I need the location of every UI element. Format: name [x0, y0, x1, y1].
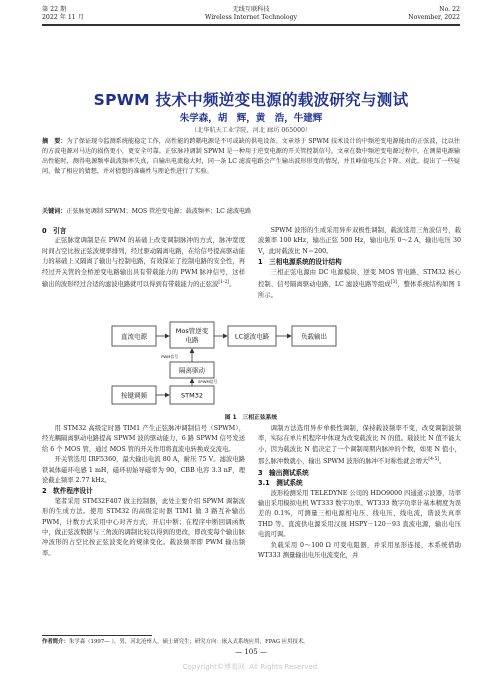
keywords-text: 正弦脉宽调制 SPWM；MOS 管逆变电源；载波频率；LC 滤波电路: [66, 208, 252, 215]
footnote-rule: [42, 635, 152, 636]
abstract-text: 为了保证现今监测系统能稳定工作，高性能的跨耦电源是不可或缺的供电设备。文章基于 SPWM 技术设计的中频逆变电源能由的正弦波，比以往的方波电源对马达的损伤更小，更安全可靠。正弦脉冲调制 SPWM 是一种用于逆变电源的开关管控制信号，文章在数中频逆变电源过程中，在测量电源输出性能时，测得电源频率载波频率失真，自输出电流稳大时，同一条 LC 滤波电路会产生输出波形形变的情况，并且峰值电压会下降。对此，提出了一些疑问，做了相应的猜想，并对猜想的准确性与理论性进行了实验。: [42, 138, 461, 175]
block-lc-filter-label: LC滤波电路: [234, 332, 270, 341]
section-heading-software: 2 软件程序设计: [42, 487, 93, 496]
paragraph-end: 。: [229, 281, 236, 289]
citation: [1-2]: [218, 280, 230, 286]
pwm-signal-label: PWM信号: [161, 354, 178, 359]
block-key-freq-label: 按键调频: [121, 391, 147, 400]
block-load-output-label: 负载输出: [301, 332, 327, 341]
block-mos-inverter-label-2: 电路: [185, 336, 199, 344]
keywords-label: 关键词：: [42, 208, 67, 215]
date-cn: 2022 年 11 月: [42, 14, 84, 21]
header-center: [42, 6, 460, 22]
right-column-bottom: [258, 424, 461, 561]
header-right: [408, 6, 460, 22]
figure-1-caption: 图 1 三相正弦系统: [224, 415, 278, 421]
paragraph-modulation: [258, 424, 461, 468]
author-footnote: [42, 638, 460, 646]
paragraph-spwm: SPWM 波形的生成采用异步双极性调制，载波选用三角波信号，载波频率 100 kHz，输出正弦 500 Hz，输出电压 0～2 A，输出电压 30 V，此时载波比 N＝200。: [258, 227, 461, 255]
paragraph-tim1: 用 STM32 高级定时器 TIM1 产生正弦脉冲调制信号（SPWM），经光耦隔离驱动电路提高 SPWM 波的驱动能力，6 路 SPWM 信号发送给 6 个 MOS 管，通过 MOS 管的开关作用将直流电转换成交流电。: [42, 425, 245, 453]
section-heading-system: 1 三相电源系统的设计结构: [258, 258, 342, 267]
paragraph-instruments: 波形检测采用 TELEDYNE 公司的 HDO9000 四通道示波器，功率输出采用模拟电机 WT333 数字功率。WT333 数字功率计基本精度为误差的 0.1%，可测量三相电源相电压、线电压、线电流，谐波失真率 THD 等。直流供电源采用汉晟 HSPY－120－93 直流电源，输出电压电流可调。: [258, 489, 461, 539]
paragraph-modulation-text: 调制方法选用异步单极性调制，保持载波频率不变，改变调制波频率，实际在单片机程序中体现为改变载波比 N 的值。载波比 N 值不能太小，因为载波比 N 值决定了一个调制周期内脉冲的个数，如果 N 值小，那么脉冲数就小，输出 SPWM 波形的脉冲不对称性就会增大: [258, 425, 461, 466]
paragraph-intro-text: 正弦脉宽调制是在 PWM 的基础上改变调制脉冲的方式，脉冲宽度时间占空比按正弦波规率排列，经过驱动隔离电路，在给信号提高驱动能力的基础上又隔离了输出与控制电路，有效保证了控制电路的安全性，再经过开关管的全桥逆变电路输出具有带载能力的 PWM 脉冲信号，这样输出的波形经过合适的滤波电路就可以得到有带载能力的正弦波: [42, 237, 245, 289]
block-mos-inverter-label-1: Mos管逆变: [175, 327, 209, 335]
subsection-heading-test-system: 3.1 测试系统: [258, 479, 303, 488]
block-diagram-svg: [88, 318, 414, 410]
footnote-text: 朱学森（1997— ），男，河北沧州人，硕士研究生；研究方向：嵌入式系统应用，FPAG 应用技术。: [68, 639, 309, 645]
date-en: November, 2022: [408, 14, 460, 21]
paragraph-system: [258, 268, 461, 301]
block-dc-power-label: 直流电源: [121, 332, 147, 341]
block-isolation-driver-label: 隔离驱动: [179, 366, 205, 375]
right-column-top: [258, 226, 461, 301]
footnote-label: 作者简介：: [42, 639, 69, 645]
figure-1-block-diagram: [88, 318, 414, 418]
citation: [4-5]: [428, 457, 440, 463]
issue-number-cn: 第 22 期: [42, 6, 67, 13]
page-number: — 105 —: [235, 648, 267, 656]
section-heading-intro: 0 引言: [42, 227, 67, 235]
journal-name-cn: 无线互联科技: [232, 6, 270, 13]
spwm-signal-label: SPWM信号: [198, 379, 218, 384]
affiliation: （北华航天工业学院，河北 廊坊 065000）: [190, 127, 312, 134]
paragraph-end: 。: [439, 458, 446, 466]
page-header: [42, 6, 460, 30]
paragraph-software: 笔者采用 STM32F407 做主控制器，此处主要介绍 SPWM 调制波形的生成方法。使用 STM32 的高级定时器 TIM1 做 3 路互补输出 PWM，计数方式采用中心对齐方式，开启中断；在程序中断回调函数中，做正弦波数据与三角波的调制比较以得到的更改，即改变每个输出脉冲波形的占空比按正弦波变化的规律变化。载波频率即 PWM 输出频率。: [42, 497, 245, 557]
abstract: [42, 137, 460, 177]
keywords: [42, 207, 460, 217]
left-column-bottom: [42, 424, 245, 559]
copyright-watermark: Copyright©博看网. All Rights Reserved.: [182, 663, 320, 671]
citation: [3]: [390, 280, 398, 286]
paragraph-intro: [42, 236, 245, 290]
issue-number-en: No. 22: [439, 6, 460, 13]
abstract-label: 摘 要：: [42, 138, 67, 145]
header-rule: [42, 24, 460, 26]
section-heading-test: 3 输出测试系统: [258, 468, 309, 477]
paragraph-switch: 开关管选用 IRF5360，最大输出电流 80 A，耐压 75 V。滤波电路铁氧体磁环电感 1 mH，磁环初始导磁率为 90，CBB 电容 3.3 nF，理论截止频率 2.77 kHz。: [42, 456, 245, 485]
paragraph-load: 负载采用 0～100 Ω 可变电阻器，并采用星形连接，本系统借助 WT333 测量输出电压电流变化，并: [258, 541, 461, 559]
left-column-top: [42, 226, 245, 291]
paragraph-end: ，整体系统结构如图 1 所示。: [258, 281, 461, 299]
author-list: 朱学森，胡 辉，黄 浩，牛建辉: [179, 113, 323, 124]
block-mos-inverter: [170, 322, 214, 348]
journal-name-en: Wireless Internet Technology: [204, 14, 298, 21]
block-stm32-label: STM32: [181, 391, 203, 400]
paragraph-system-text: 三相正弦电源由 DC 电源模块、逆变 MOS 管电路、STM32 核心控制、信号隔离驱动电路、LC 滤波电路等组成: [258, 268, 461, 289]
paper-title: SPWM 技术中频逆变电源的载波研究与测试: [93, 91, 409, 109]
